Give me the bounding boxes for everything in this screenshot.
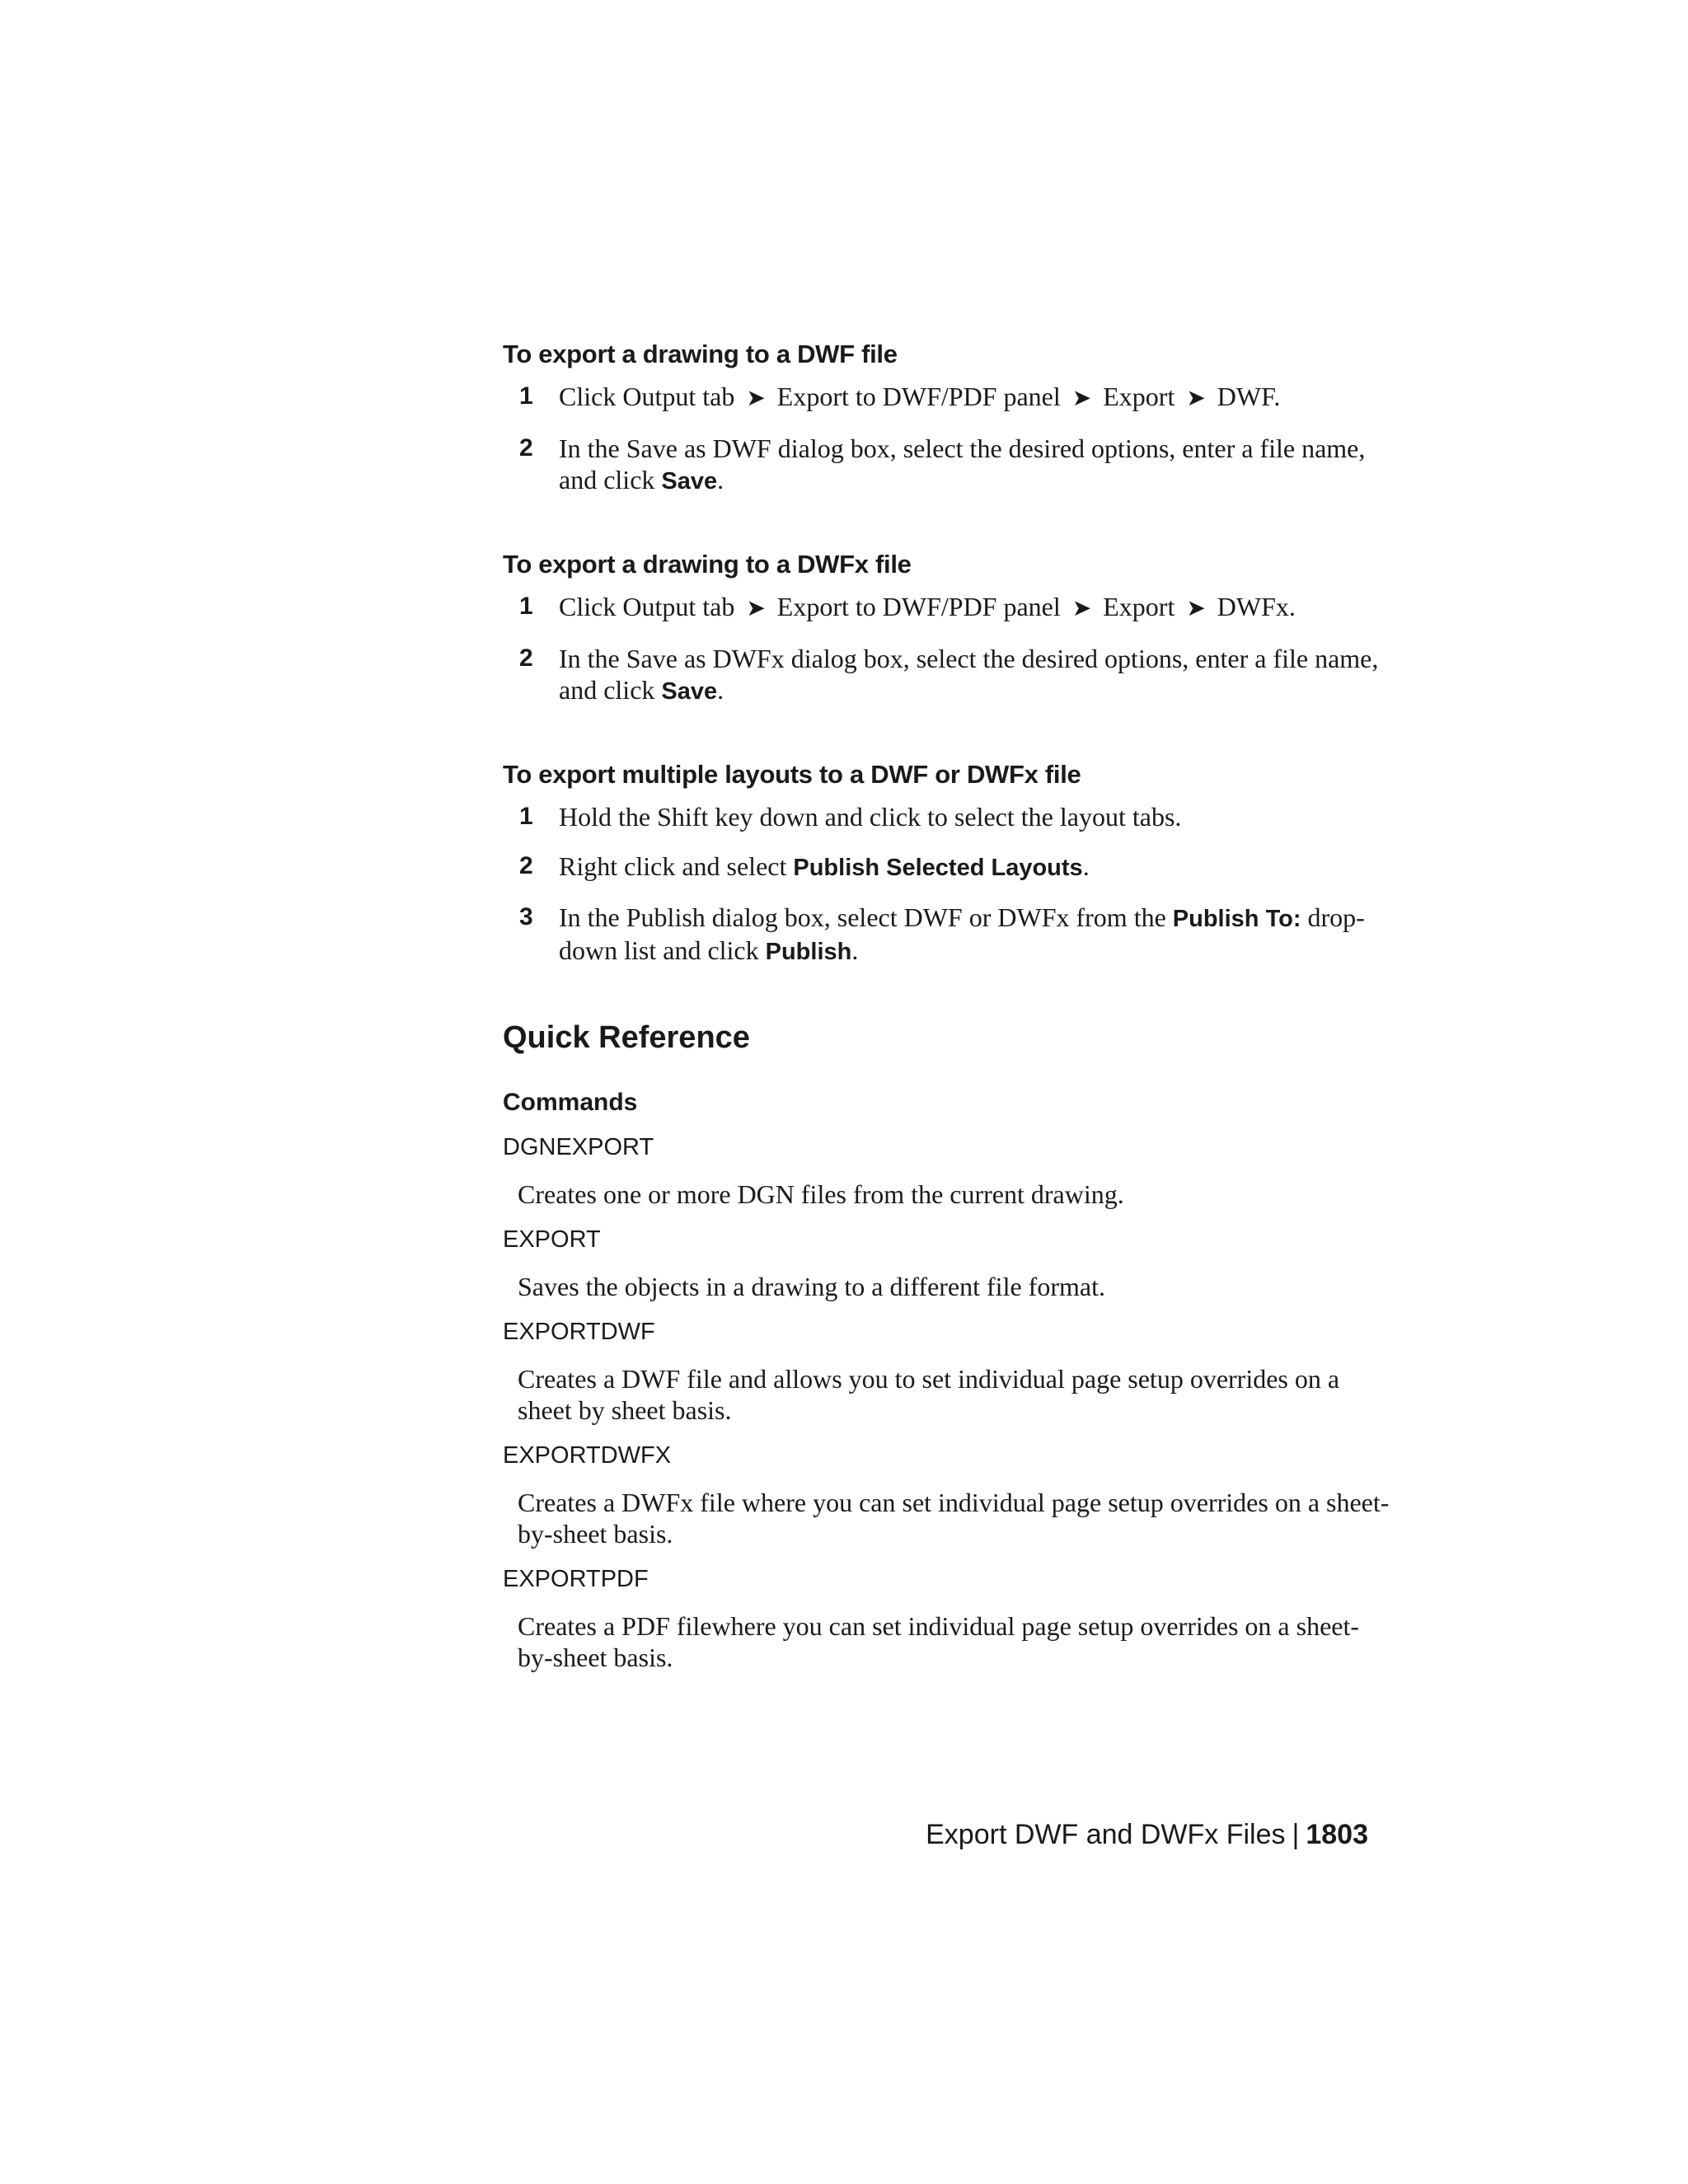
command-name: EXPORTDWFX <box>503 1442 672 1469</box>
command-description: Creates a PDF filewhere you can set individual page setup overrides on a sheet-by-sheet basis. <box>518 1611 1360 1672</box>
arrow-right-icon: ➤ <box>1071 386 1092 411</box>
arrow-right-icon: ➤ <box>1186 596 1206 621</box>
arrow-right-icon: ➤ <box>1071 596 1092 621</box>
step-number: 2 <box>519 852 533 879</box>
step-text <box>559 381 1393 415</box>
path-part: Export <box>1103 382 1175 411</box>
step-number: 1 <box>519 593 533 620</box>
ui-term: Publish <box>765 939 852 965</box>
page-number: 1803 <box>1306 1819 1368 1850</box>
step-item <box>503 643 1393 707</box>
command-description: Creates a DWFx file where you can set individual page setup overrides on a sheet-by-sheet basis. <box>518 1488 1390 1549</box>
step-text <box>559 433 1393 497</box>
step-text-run: In the Save as DWF dialog box, select the desired options, enter a file name, and click <box>559 434 1366 494</box>
section-title: Quick Reference <box>503 1020 750 1055</box>
procedure-export-multiple-layouts <box>503 758 1393 968</box>
arrow-right-icon: ➤ <box>1186 386 1206 411</box>
step-item <box>503 591 1393 625</box>
step-text <box>559 902 1393 968</box>
step-text-run: In the Save as DWFx dialog box, select the desired options, enter a file name, and click <box>559 644 1379 705</box>
path-part: Export <box>1103 592 1175 621</box>
step-item <box>503 902 1393 968</box>
arrow-right-icon: ➤ <box>746 596 766 621</box>
step-list <box>503 381 1393 497</box>
ui-term: Publish To: <box>1172 906 1301 932</box>
step-list <box>503 801 1393 968</box>
step-number: 2 <box>519 434 533 462</box>
path-part: Click Output tab <box>559 382 735 411</box>
command-name: EXPORTDWF <box>503 1319 655 1345</box>
procedure-heading: To export a drawing to a DWFx file <box>503 550 912 579</box>
footer-separator: | <box>1292 1819 1300 1850</box>
path-part: DWF. <box>1217 382 1281 411</box>
path-part: Export to DWF/PDF panel <box>776 592 1061 621</box>
step-text <box>559 643 1393 707</box>
command-description: Saves the objects in a drawing to a different file format. <box>518 1272 1105 1301</box>
step-item <box>503 433 1393 497</box>
command-description: Creates one or more DGN files from the current drawing. <box>518 1179 1124 1209</box>
step-list <box>503 591 1393 707</box>
quick-reference-section <box>503 1019 1393 1673</box>
step-number: 2 <box>519 644 533 672</box>
step-text <box>559 851 1393 883</box>
step-text: Hold the Shift key down and click to select the layout tabs. <box>559 802 1182 832</box>
command-entry <box>503 1131 1393 1210</box>
command-description: Creates a DWF file and allows you to set individual page setup overrides on a sheet by sheet basis. <box>518 1364 1340 1425</box>
ui-term: Save <box>661 468 718 494</box>
page-content <box>503 338 1393 1686</box>
path-part: DWFx. <box>1217 592 1296 621</box>
commands-heading: Commands <box>503 1089 638 1116</box>
step-text-run: . <box>717 675 724 705</box>
path-part: Click Output tab <box>559 592 735 621</box>
page-footer <box>926 1816 1368 1853</box>
procedure-heading: To export multiple layouts to a DWF or DWFx file <box>503 760 1081 789</box>
arrow-right-icon: ➤ <box>746 386 766 411</box>
step-text-run: drop-down list and click <box>559 902 1365 965</box>
step-text-run: . <box>851 935 859 965</box>
step-item <box>503 851 1393 883</box>
procedure-heading: To export a drawing to a DWF file <box>503 340 898 368</box>
step-text <box>559 591 1393 625</box>
command-name: EXPORT <box>503 1226 601 1253</box>
step-number: 3 <box>519 903 533 930</box>
command-entry <box>503 1563 1393 1673</box>
procedure-export-dwf <box>503 338 1393 497</box>
step-text-run: Right click and select <box>559 851 794 881</box>
step-text-run: . <box>717 465 724 494</box>
footer-title: Export DWF and DWFx Files <box>926 1819 1286 1850</box>
step-item <box>503 381 1393 415</box>
path-part: Export to DWF/PDF panel <box>776 382 1061 411</box>
ui-term: Publish Selected Layouts <box>793 855 1083 881</box>
step-item <box>503 801 1393 832</box>
command-entry <box>503 1223 1393 1302</box>
step-number: 1 <box>519 382 533 410</box>
command-name: DGNEXPORT <box>503 1134 654 1160</box>
command-entry <box>503 1315 1393 1426</box>
step-number: 1 <box>519 803 533 830</box>
step-text-run: . <box>1082 851 1090 881</box>
procedure-export-dwfx <box>503 548 1393 707</box>
ui-term: Save <box>661 678 718 705</box>
step-text-run: In the Publish dialog box, select DWF or DWFx from the <box>559 902 1173 932</box>
command-entry <box>503 1439 1393 1549</box>
command-name: EXPORTPDF <box>503 1566 649 1592</box>
